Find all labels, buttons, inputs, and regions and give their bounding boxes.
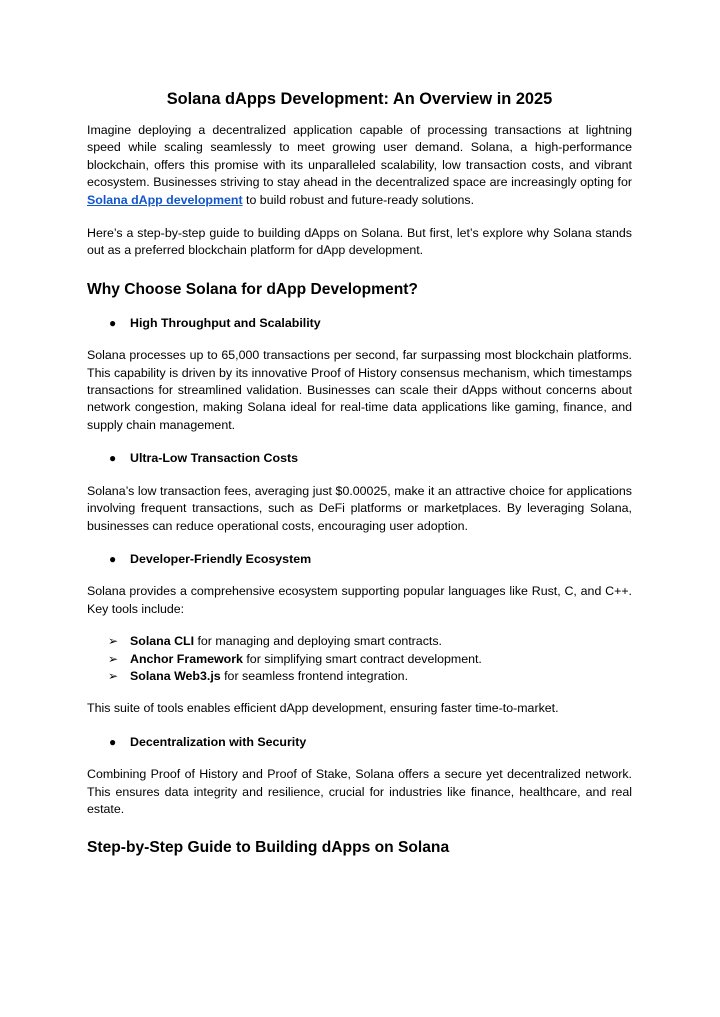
page-title: Solana dApps Development: An Overview in 2025 xyxy=(166,90,553,108)
tool-desc: for managing and deploying smart contracts. xyxy=(194,634,442,649)
bullet-item-throughput xyxy=(87,315,632,332)
bullet-dot-icon: ● xyxy=(109,551,117,566)
section-heading-why-solana: Why Choose Solana for dApp Development? xyxy=(87,280,418,298)
list-item xyxy=(87,633,632,650)
tool-name: Solana CLI xyxy=(130,634,195,649)
tool-name: Anchor Framework xyxy=(130,651,243,666)
throughput-paragraph: Solana processes up to 65,000 transactions per second, far surpassing most blockchain platforms. This capability is driven by its innovative Proof of History consensus mechanism, which timestamps transactions for streamlined validation. Businesses can scale their dApps without concerns about network congestion, making Solana ideal for real-time data applications like gaming, finance, and supply chain management. xyxy=(87,348,632,432)
intro-paragraph xyxy=(87,122,632,209)
tools-list xyxy=(87,633,632,685)
bullet-title: Developer-Friendly Ecosystem xyxy=(130,551,312,566)
costs-paragraph: Solana’s low transaction fees, averaging just $0.00025, make it an attractive choice for applications involving frequent transactions, such as DeFi platforms or marketplaces. By leveraging Solana, businesses can reduce operational costs, encouraging user adoption. xyxy=(87,483,632,533)
bullet-title: Decentralization with Security xyxy=(130,734,307,749)
arrow-bullet-icon: ➢ xyxy=(108,668,119,683)
document-body xyxy=(87,88,632,858)
tool-name: Solana Web3.js xyxy=(130,668,221,683)
bullet-title: Ultra-Low Transaction Costs xyxy=(130,451,298,466)
intro-text-start: Imagine deploying a decentralized application capable of processing transactions at lightning speed while scaling seamlessly to meet growing user demand. Solana, a high-performance blockchain, offers this promise with its unparalleled scalability, low transaction costs, and vibrant ecosystem. Businesses striving to stay ahead in the decentralized space are increasingly opting for xyxy=(87,123,632,190)
tool-desc: for seamless frontend integration. xyxy=(220,668,409,683)
bullet-item-costs xyxy=(87,450,632,467)
intro-text-end: to build robust and future-ready solutions. xyxy=(242,192,475,207)
list-item xyxy=(87,651,632,668)
section-heading-step-by-step: Step-by-Step Guide to Building dApps on Solana xyxy=(87,839,450,857)
bullet-dot-icon: ● xyxy=(109,315,117,330)
tool-desc: for simplifying smart contract development. xyxy=(242,651,482,666)
bullet-title: High Throughput and Scalability xyxy=(130,315,321,330)
tools-summary-paragraph: This suite of tools enables efficient dApp development, ensuring faster time-to-market. xyxy=(87,701,559,716)
security-paragraph: Combining Proof of History and Proof of Stake, Solana offers a secure yet decentralized network. This ensures data integrity and resilience, crucial for industries like finance, healthcare, and real estate. xyxy=(87,767,632,816)
solana-dapp-development-link[interactable]: Solana dApp development xyxy=(87,192,243,207)
intro-paragraph-2: Here’s a step-by-step guide to building dApps on Solana. But first, let’s explore why Solana stands out as a preferred blockchain platform for dApp development. xyxy=(87,226,632,258)
bullet-item-ecosystem xyxy=(87,551,632,568)
arrow-bullet-icon: ➢ xyxy=(108,651,119,666)
bullet-dot-icon: ● xyxy=(109,734,117,749)
bullet-dot-icon: ● xyxy=(109,451,117,466)
bullet-item-security xyxy=(87,734,632,751)
ecosystem-paragraph: Solana provides a comprehensive ecosystem supporting popular languages like Rust, C, and C++. Key tools include: xyxy=(87,584,632,616)
list-item xyxy=(87,668,632,685)
arrow-bullet-icon: ➢ xyxy=(108,634,119,649)
